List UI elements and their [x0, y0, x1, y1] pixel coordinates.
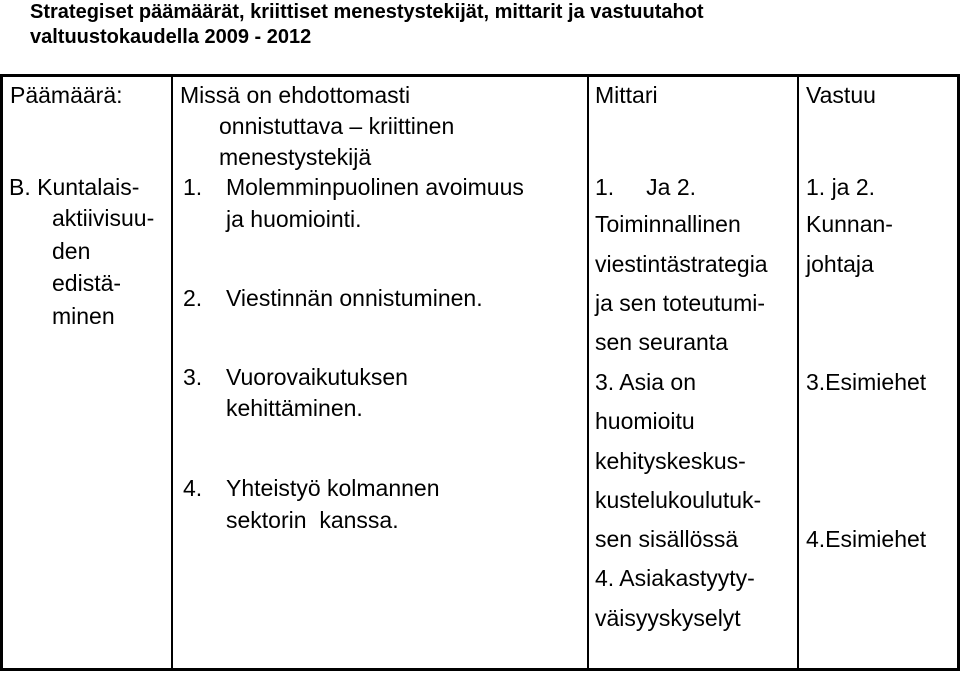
metric-line: huomioitu [595, 408, 695, 434]
responsible-line: 4.Esimiehet [806, 526, 927, 552]
responsible-line: 3.Esimiehet [806, 369, 927, 395]
factor-text: Viestinnän onnistuminen. [226, 285, 483, 311]
metric-line: ja sen toteutumi- [595, 290, 766, 316]
column-divider-1 [171, 74, 173, 671]
factor-text: Yhteistyö kolmannen [226, 475, 440, 501]
factor-number: 2. [183, 285, 203, 311]
goal-line: edistä- [52, 270, 122, 296]
header-critical-factor-2: onnistuttava – kriittinen [219, 113, 455, 139]
table-border-top [0, 74, 960, 77]
goal-line: aktiivisuu- [52, 205, 155, 231]
factor-number: 1. [183, 174, 203, 200]
metric-line: sen seuranta [595, 329, 728, 355]
table-border-bottom [0, 668, 960, 671]
metric-line: kehityskeskus- [595, 448, 746, 474]
title-line-2: valtuustokaudella 2009 - 2012 [30, 26, 312, 48]
factor-text: ja huomiointi. [226, 206, 362, 232]
column-divider-2 [587, 74, 589, 671]
factor-text: Vuorovaikutuksen [226, 364, 408, 390]
metric-line: viestintästrategia [595, 251, 768, 277]
goal-line: B. Kuntalais- [9, 174, 140, 200]
title-line-1: Strategiset päämäärät, kriittiset menestystekijät, mittarit ja vastuutahot [30, 1, 704, 23]
metric-line: kustelukoulutuk- [595, 487, 762, 513]
header-critical-factor-1: Missä on ehdottomasti [180, 82, 411, 108]
metric-line: väisyyskyselyt [595, 605, 741, 631]
factor-number: 4. [183, 475, 203, 501]
header-metric: Mittari [595, 82, 658, 108]
metric-line: sen sisällössä [595, 526, 739, 552]
table-border-left [0, 74, 3, 671]
factor-number: 3. [183, 364, 203, 390]
factor-text: sektorin kanssa. [226, 507, 399, 533]
header-critical-factor-3: menestystekijä [219, 144, 372, 170]
responsible-line: johtaja [806, 251, 874, 277]
goal-line: minen [52, 303, 115, 329]
metric-line: 4. Asiakastyyty- [595, 565, 755, 591]
metric-line: Toiminnallinen [595, 211, 741, 237]
responsible-line: Kunnan- [806, 211, 893, 237]
factor-text: Molemminpuolinen avoimuus [226, 174, 524, 200]
metric-line: 3. Asia on [595, 369, 697, 395]
header-goal: Päämäärä: [10, 82, 123, 108]
responsible-line: 1. ja 2. [806, 174, 876, 200]
factor-text: kehittäminen. [226, 395, 363, 421]
header-responsible: Vastuu [806, 82, 876, 108]
metric-line: 1. Ja 2. [595, 174, 696, 200]
column-divider-3 [797, 74, 799, 671]
goal-line: den [52, 238, 91, 264]
